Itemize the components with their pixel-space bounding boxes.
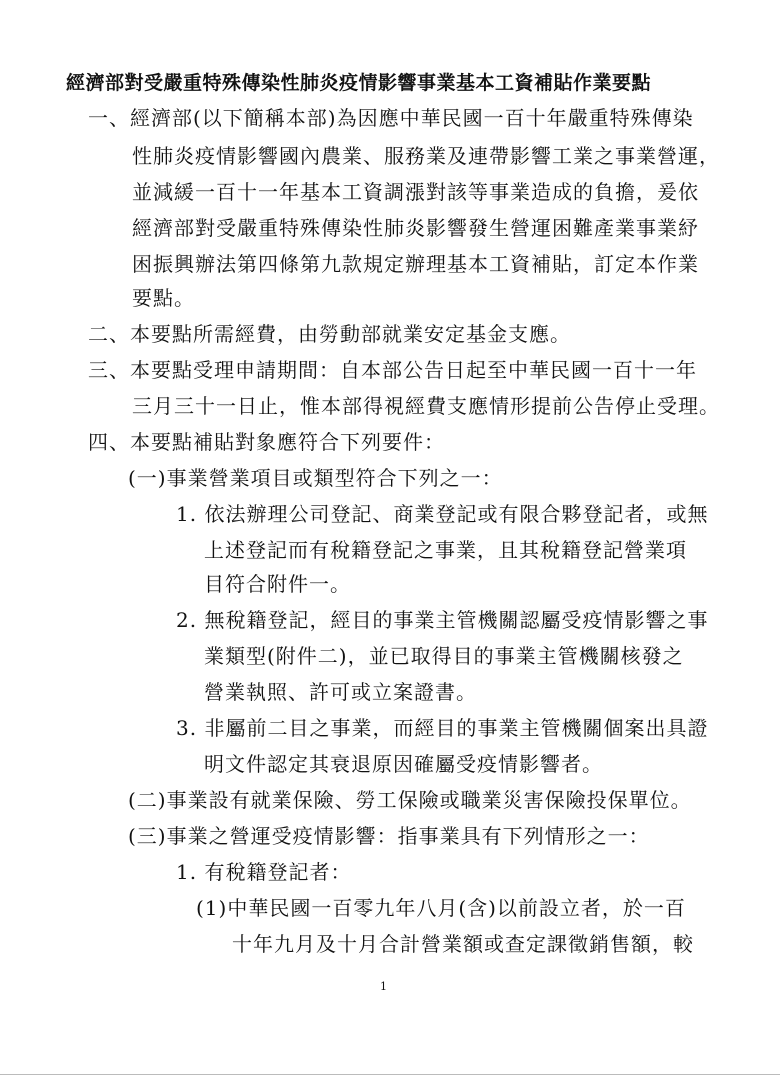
text-line: 三、本要點受理申請期間：自本部公告日起至中華民國一百十一年 bbox=[88, 358, 697, 382]
text-line: 1. 依法辦理公司登記、商業登記或有限合夥登記者，或無 bbox=[176, 502, 709, 526]
text-line: (一)事業營業項目或類型符合下列之一： bbox=[128, 466, 503, 490]
text-line: 上述登記而有稅籍登記之事業，且其稅籍登記營業項 bbox=[204, 538, 687, 562]
page-number: 1 bbox=[380, 980, 387, 993]
text-line: 2. 無稅籍登記，經目的事業主管機關認屬受疫情影響之事 bbox=[176, 608, 709, 632]
text-line: 3. 非屬前二目之事業，而經目的事業主管機關個案出具證 bbox=[176, 716, 709, 740]
text-line: 一、經濟部(以下簡稱本部)為因應中華民國一百十年嚴重特殊傳染 bbox=[88, 106, 694, 130]
text-line: (二)事業設有就業保險、勞工保險或職業災害保險投保單位。 bbox=[128, 788, 692, 812]
text-line: 經濟部對受嚴重特殊傳染性肺炎影響發生營運困難產業事業紓 bbox=[132, 216, 699, 240]
text-line: (三)事業之營運受疫情影響：指事業具有下列情形之一： bbox=[128, 824, 650, 848]
text-line: 並減緩一百十一年基本工資調漲對該等事業造成的負擔，爰依 bbox=[132, 180, 699, 204]
text-line: 要點。 bbox=[132, 286, 195, 310]
text-line: 1. 有稅籍登記者： bbox=[176, 860, 352, 884]
text-line: 目符合附件一。 bbox=[204, 572, 351, 596]
text-line: 二、本要點所需經費，由勞動部就業安定基金支應。 bbox=[88, 322, 571, 346]
text-line: 業類型(附件二)，並已取得目的事業主管機關核發之 bbox=[204, 644, 684, 668]
text-line: 營業執照、許可或立案證書。 bbox=[204, 680, 477, 704]
text-line: 四、本要點補貼對象應符合下列要件： bbox=[88, 430, 445, 454]
document-title: 經濟部對受嚴重特殊傳染性肺炎疫情影響事業基本工資補貼作業要點 bbox=[66, 72, 652, 94]
text-line: 性肺炎疫情影響國內農業、服務業及連帶影響工業之事業營運， bbox=[132, 144, 720, 168]
text-line: (1)中華民國一百零九年八月(含)以前設立者，於一百 bbox=[196, 896, 686, 920]
text-line: 三月三十一日止，惟本部得視經費支應情形提前公告停止受理。 bbox=[132, 394, 720, 418]
page-edge-divider bbox=[0, 1074, 780, 1075]
text-line: 困振興辦法第四條第九款規定辦理基本工資補貼，訂定本作業 bbox=[132, 252, 699, 276]
text-line: 明文件認定其衰退原因確屬受疫情影響者。 bbox=[204, 752, 603, 776]
text-line: 十年九月及十月合計營業額或查定課徵銷售額，較 bbox=[232, 932, 694, 956]
